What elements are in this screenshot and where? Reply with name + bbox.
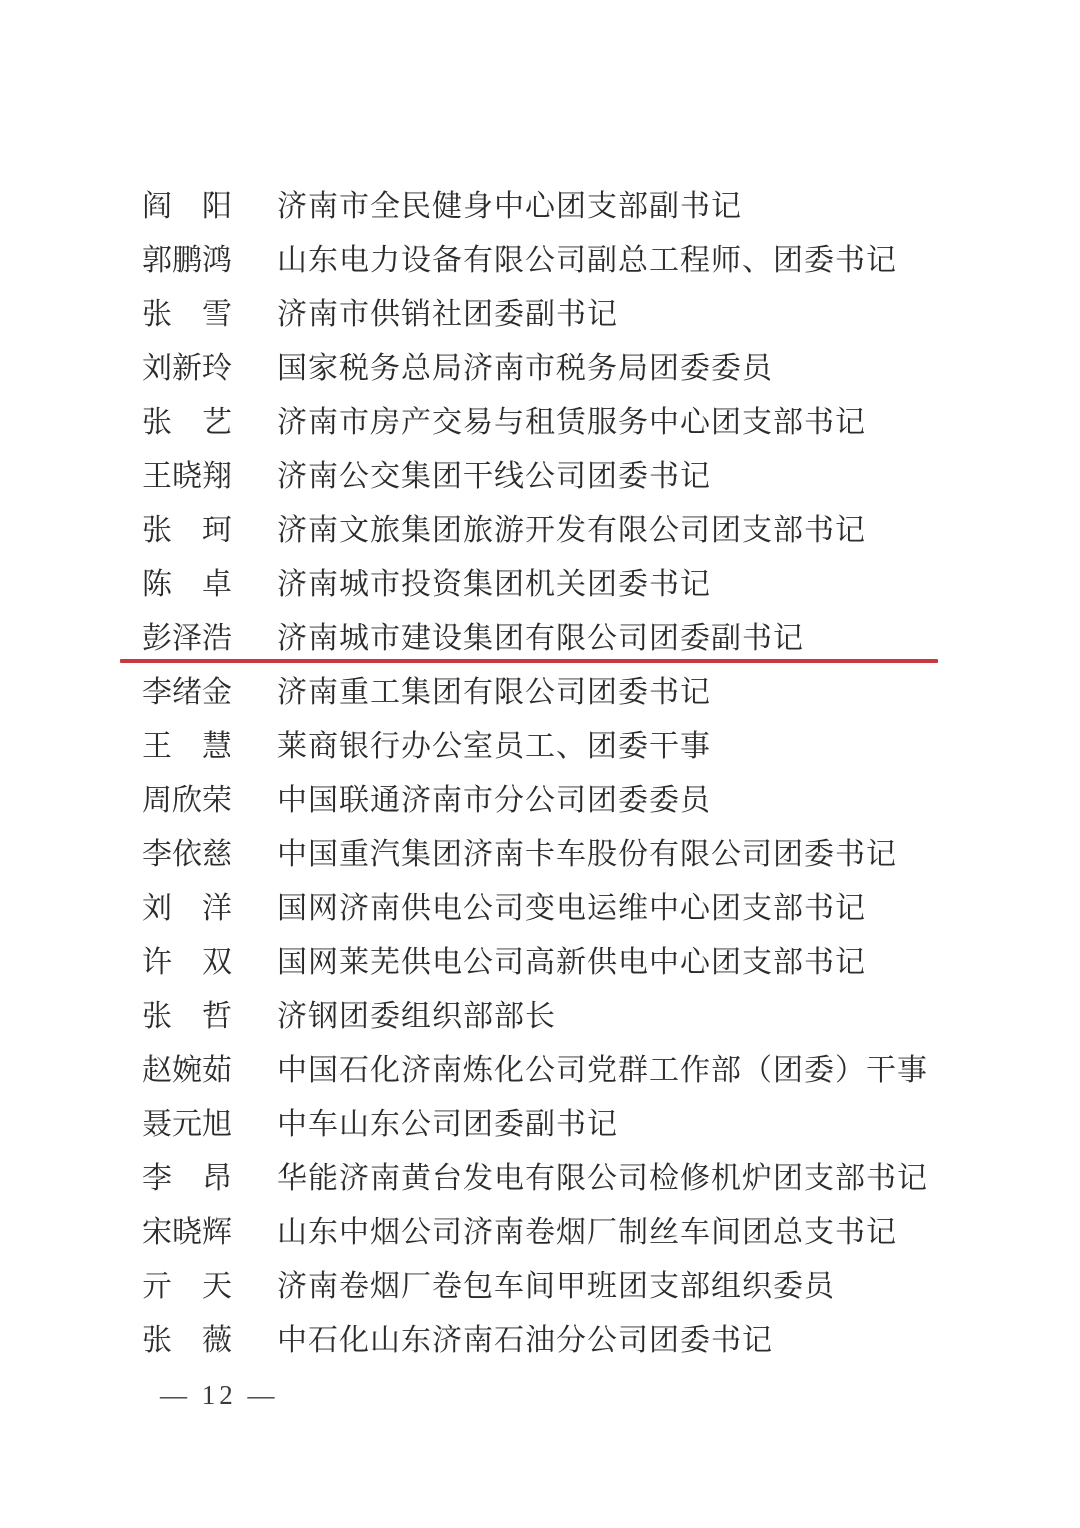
recipient-row <box>142 300 1020 330</box>
recipient-name: 张哲 <box>142 1000 232 1033</box>
recipient-name: 彭泽浩 <box>142 622 232 655</box>
recipient-row <box>142 192 1020 222</box>
recipient-title: 济南城市投资集团机关团委书记 <box>277 568 711 601</box>
recipient-row <box>142 624 1020 654</box>
recipient-title: 莱商银行办公室员工、团委干事 <box>277 730 711 763</box>
recipient-row <box>142 786 1020 816</box>
recipient-name: 李昂 <box>142 1162 232 1195</box>
recipient-title: 济南市供销社团委副书记 <box>277 298 618 331</box>
recipient-title: 国网济南供电公司变电运维中心团支部书记 <box>277 892 866 925</box>
recipient-title: 华能济南黄台发电有限公司检修机炉团支部书记 <box>277 1162 928 1195</box>
recipient-row <box>142 516 1020 546</box>
award-recipient-list <box>142 192 1020 1356</box>
recipient-name: 聂元旭 <box>142 1108 232 1141</box>
recipient-title: 国家税务总局济南市税务局团委委员 <box>277 352 773 385</box>
recipient-name: 张雪 <box>142 298 232 331</box>
recipient-title: 济南卷烟厂卷包车间甲班团支部组织委员 <box>277 1270 835 1303</box>
recipient-name: 亓天 <box>142 1270 232 1303</box>
recipient-row <box>142 354 1020 384</box>
recipient-row <box>142 732 1020 762</box>
recipient-title: 济南公交集团干线公司团委书记 <box>277 460 711 493</box>
recipient-name: 李依慈 <box>142 838 232 871</box>
recipient-name: 许双 <box>142 946 232 979</box>
recipient-row <box>142 570 1020 600</box>
recipient-name: 赵婉茹 <box>142 1054 232 1087</box>
recipient-row <box>142 1272 1020 1302</box>
page-number: — 12 — <box>160 1380 279 1410</box>
recipient-name: 王慧 <box>142 730 232 763</box>
recipient-row <box>142 678 1020 708</box>
recipient-title: 中国重汽集团济南卡车股份有限公司团委书记 <box>277 838 897 871</box>
recipient-name: 刘洋 <box>142 892 232 925</box>
recipient-title: 济南文旅集团旅游开发有限公司团支部书记 <box>277 514 866 547</box>
recipient-name: 张艺 <box>142 406 232 439</box>
recipient-name: 张薇 <box>142 1324 232 1357</box>
recipient-row <box>142 1218 1020 1248</box>
recipient-title: 济南城市建设集团有限公司团委副书记 <box>277 622 804 655</box>
recipient-title: 中车山东公司团委副书记 <box>277 1108 618 1141</box>
recipient-name: 郭鹏鸿 <box>142 244 232 277</box>
recipient-name: 张珂 <box>142 514 232 547</box>
recipient-title: 山东电力设备有限公司副总工程师、团委书记 <box>277 244 897 277</box>
recipient-title: 济南市房产交易与租赁服务中心团支部书记 <box>277 406 866 439</box>
recipient-title: 济南市全民健身中心团支部副书记 <box>277 190 742 223</box>
recipient-row <box>142 462 1020 492</box>
recipient-title: 济钢团委组织部部长 <box>277 1000 556 1033</box>
recipient-row <box>142 1326 1020 1356</box>
recipient-name: 周欣荣 <box>142 784 232 817</box>
recipient-row <box>142 246 1020 276</box>
recipient-title: 济南重工集团有限公司团委书记 <box>277 676 711 709</box>
recipient-name: 阎阳 <box>142 190 232 223</box>
recipient-row <box>142 408 1020 438</box>
recipient-name: 宋晓辉 <box>142 1216 232 1249</box>
recipient-name: 王晓翔 <box>142 460 232 493</box>
red-divider-line <box>120 659 938 663</box>
recipient-row <box>142 1164 1020 1194</box>
page-footer <box>142 1380 1020 1410</box>
recipient-title: 中国石化济南炼化公司党群工作部（团委）干事 <box>277 1054 928 1087</box>
recipient-name: 刘新玲 <box>142 352 232 385</box>
recipient-row <box>142 1110 1020 1140</box>
recipient-title: 中石化山东济南石油分公司团委书记 <box>277 1324 773 1357</box>
recipient-title: 中国联通济南市分公司团委委员 <box>277 784 711 817</box>
recipient-row <box>142 948 1020 978</box>
recipient-name: 李绪金 <box>142 676 232 709</box>
recipient-name: 陈卓 <box>142 568 232 601</box>
recipient-row <box>142 894 1020 924</box>
recipient-row <box>142 1002 1020 1032</box>
recipient-row <box>142 1056 1020 1086</box>
recipient-title: 山东中烟公司济南卷烟厂制丝车间团总支书记 <box>277 1216 897 1249</box>
recipient-title: 国网莱芜供电公司高新供电中心团支部书记 <box>277 946 866 979</box>
recipient-row <box>142 840 1020 870</box>
